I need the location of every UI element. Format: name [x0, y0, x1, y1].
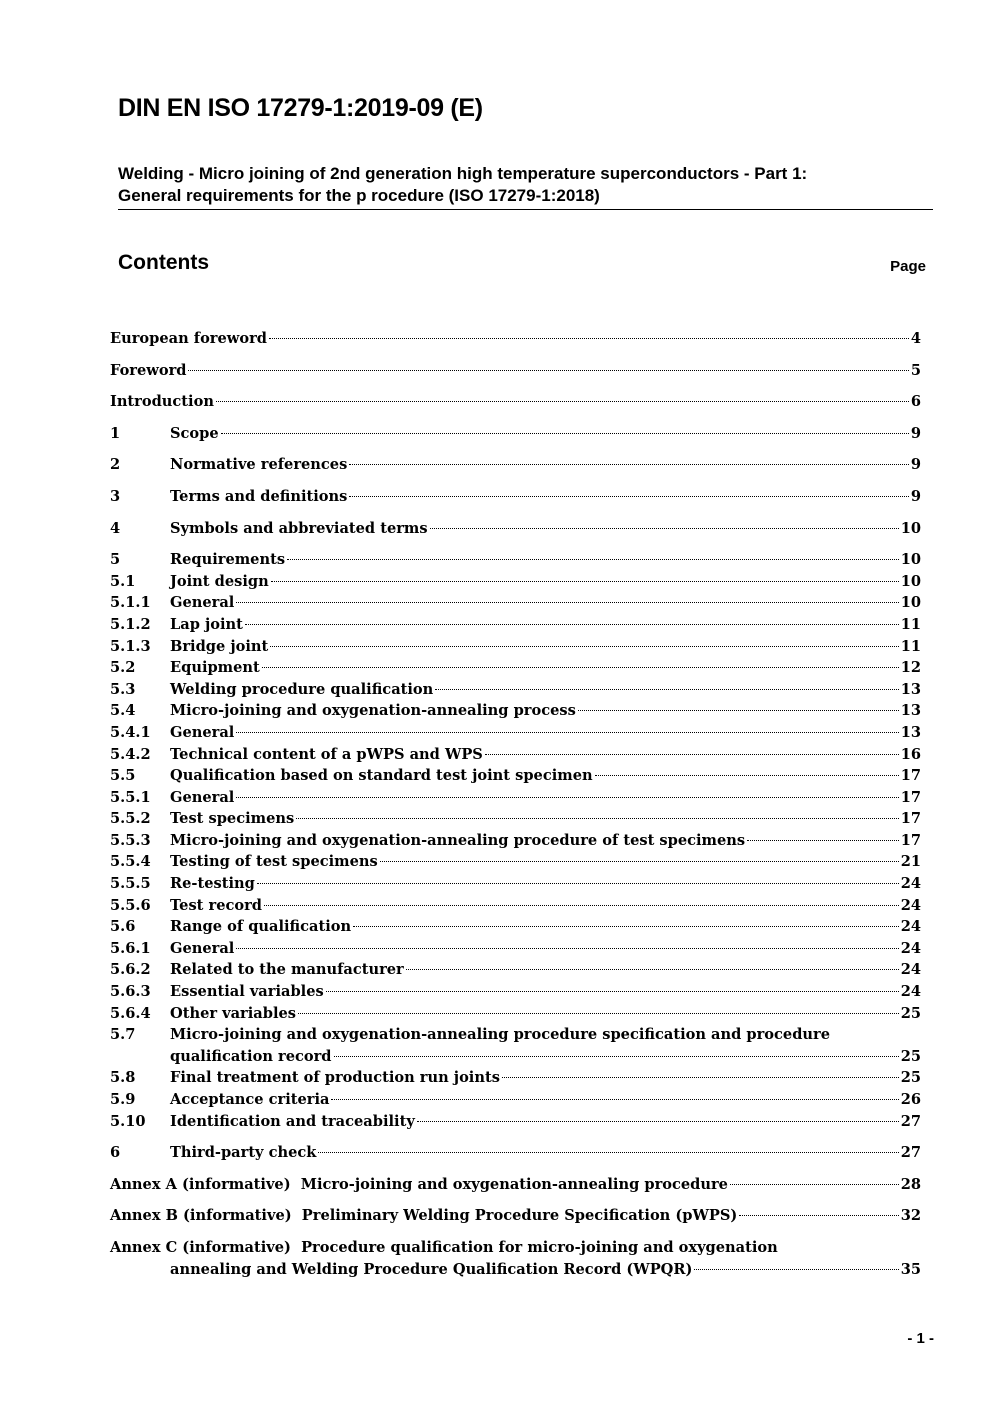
toc-entry[interactable] [110, 454, 921, 476]
toc-number: 5.3 [110, 680, 136, 698]
toc-title: Micro-joining and oxygenation-annealing procedure specification and procedure [170, 1026, 830, 1044]
dot-leader [349, 464, 909, 465]
toc-title: Essential variables [170, 983, 324, 1001]
toc-entry[interactable] [110, 592, 921, 614]
dot-leader [578, 710, 899, 711]
dot-leader [485, 754, 899, 755]
toc-title: Requirements [170, 551, 286, 569]
toc-page: 35 [900, 1260, 921, 1278]
toc-title: Annex A (informative) Micro-joining and oxygenation-annealing procedure [110, 1175, 728, 1193]
toc-number: 5.5.5 [110, 875, 151, 893]
dot-leader [380, 861, 899, 862]
dot-leader [245, 624, 899, 625]
dot-leader [221, 433, 909, 434]
toc-entry[interactable] [110, 851, 921, 873]
dot-leader [270, 646, 898, 647]
subtitle-line-1: Welding - Micro joining of 2nd generation high temperature superconductors - Part 1: [118, 164, 808, 183]
toc-entry[interactable] [110, 895, 921, 917]
toc-page: 17 [900, 831, 921, 849]
toc-title: Annex C (informative) Procedure qualification for micro-joining and oxygenation [110, 1238, 778, 1256]
toc-entry[interactable] [110, 722, 921, 744]
page-column-label: Page [890, 258, 926, 275]
toc-number: 5.6.4 [110, 1004, 151, 1022]
dot-leader [331, 1099, 898, 1100]
toc-number: 5.1.3 [110, 637, 151, 655]
toc-page: 26 [900, 1091, 921, 1108]
contents-heading: Contents [118, 251, 209, 274]
dot-leader [353, 926, 899, 927]
toc-title: Acceptance criteria [170, 1091, 330, 1108]
toc-entry[interactable] [110, 1067, 921, 1089]
toc-title: Symbols and abbreviated terms [170, 519, 428, 537]
toc-page: 24 [900, 983, 921, 1001]
toc-title: Third-party check [170, 1144, 317, 1162]
toc-entry[interactable] [110, 1111, 921, 1133]
toc-page: 5 [910, 361, 921, 379]
toc-page: 16 [900, 745, 921, 763]
toc-entry[interactable] [110, 700, 921, 722]
toc-title: Identification and traceability [170, 1112, 415, 1130]
toc-page: 13 [900, 680, 921, 698]
toc-number: 5.8 [110, 1069, 136, 1087]
toc-page: 9 [910, 456, 921, 474]
dot-leader [271, 581, 899, 582]
toc-entry[interactable] [110, 328, 921, 350]
toc-entry[interactable] [110, 1142, 921, 1164]
dot-leader [236, 602, 898, 603]
toc-number: 5 [110, 551, 121, 569]
toc-title: Re-testing [170, 875, 255, 893]
toc-title-continued: qualification record [170, 1047, 332, 1065]
toc-title: Annex B (informative) Preliminary Welding Procedure Specification (pWPS) [110, 1207, 738, 1225]
toc-page: 6 [910, 393, 921, 411]
toc-page: 27 [900, 1112, 921, 1130]
toc-page: 10 [900, 594, 921, 612]
toc-title: Test record [170, 896, 262, 914]
toc-page: 10 [900, 551, 921, 569]
toc-entry[interactable] [110, 518, 921, 540]
toc-number: 5.6.3 [110, 983, 151, 1001]
toc-number: 5.6 [110, 918, 136, 936]
toc-title: Normative references [170, 456, 348, 474]
dot-leader [747, 840, 899, 841]
toc-entry[interactable] [110, 830, 921, 852]
dot-leader [298, 1013, 899, 1014]
dot-leader [262, 667, 899, 668]
toc-title: Lap joint [170, 615, 243, 633]
dot-leader [236, 732, 898, 733]
dot-leader [269, 338, 909, 339]
toc-entry[interactable] [110, 1089, 921, 1111]
toc-title: Welding procedure qualification [170, 680, 434, 698]
toc-page: 21 [900, 853, 921, 871]
toc-number: 5.1.1 [110, 594, 151, 612]
toc-number: 5.1.2 [110, 615, 151, 633]
toc-entry[interactable] [110, 808, 921, 830]
document-title: DIN EN ISO 17279-1:2019-09 (E) [118, 94, 483, 122]
toc-page: 25 [900, 1047, 921, 1065]
toc-title: General [170, 723, 235, 741]
toc-title: Joint design [170, 572, 269, 590]
toc-entry[interactable] [110, 636, 921, 658]
toc-title: Other variables [170, 1004, 296, 1022]
toc-title: Range of qualification [170, 918, 352, 936]
toc-title: General [170, 939, 235, 957]
toc-entry[interactable] [110, 614, 921, 636]
dot-leader [264, 905, 899, 906]
toc-number: 5.5.2 [110, 810, 151, 828]
toc-page: 24 [900, 918, 921, 936]
toc-title: General [170, 788, 235, 806]
toc-page: 13 [900, 702, 921, 720]
table-of-contents [110, 328, 921, 1280]
toc-number: 5.6.1 [110, 939, 151, 957]
toc-number: 5.4 [110, 702, 136, 720]
toc-page: 24 [900, 939, 921, 957]
toc-number: 4 [110, 519, 121, 537]
toc-title: General [170, 594, 235, 612]
toc-entry[interactable] [110, 1205, 921, 1227]
toc-number: 1 [110, 424, 121, 442]
toc-page: 9 [910, 487, 921, 505]
dot-leader [236, 797, 898, 798]
toc-title: Qualification based on standard test joint specimen [170, 767, 593, 785]
dot-leader [236, 948, 898, 949]
toc-page: 4 [910, 330, 921, 347]
toc-entry[interactable] [110, 744, 921, 766]
subtitle-line-2: General requirements for the p rocedure (ISO 17279-1:2018) [118, 186, 600, 205]
toc-entry[interactable] [110, 549, 921, 571]
toc-entry[interactable] [110, 1174, 921, 1196]
toc-page: 12 [900, 659, 921, 677]
toc-number: 5.7 [110, 1026, 136, 1044]
toc-page: 10 [900, 519, 921, 537]
dot-leader [435, 689, 898, 690]
dot-leader [694, 1269, 898, 1270]
dot-leader [216, 401, 909, 402]
toc-page: 24 [900, 896, 921, 914]
toc-page: 27 [900, 1144, 921, 1162]
toc-page: 9 [910, 424, 921, 442]
toc-number: 5.10 [110, 1112, 146, 1130]
toc-entry[interactable] [110, 1237, 921, 1280]
toc-entry[interactable] [110, 679, 921, 701]
toc-entry[interactable] [110, 1003, 921, 1025]
toc-title: Scope [170, 424, 219, 442]
toc-number: 5.9 [110, 1091, 136, 1108]
toc-entry[interactable] [110, 916, 921, 938]
toc-number: 2 [110, 456, 121, 474]
dot-leader [318, 1152, 898, 1153]
toc-entry[interactable] [110, 959, 921, 981]
toc-entry[interactable] [110, 391, 921, 413]
toc-title: Equipment [170, 659, 260, 677]
toc-title: Testing of test specimens [170, 853, 378, 871]
toc-page: 17 [900, 788, 921, 806]
toc-number: 5.4.1 [110, 723, 151, 741]
toc-number: 5.5.4 [110, 853, 151, 871]
toc-page: 17 [900, 810, 921, 828]
toc-number: 3 [110, 487, 121, 505]
toc-entry[interactable] [110, 486, 921, 508]
page-number: - 1 - [907, 1330, 934, 1347]
toc-entry[interactable] [110, 657, 921, 679]
toc-title: Micro-joining and oxygenation-annealing process [170, 702, 576, 720]
toc-title: Test specimens [170, 810, 295, 828]
toc-page: 25 [900, 1069, 921, 1087]
toc-title: Bridge joint [170, 637, 269, 655]
toc-number: 5.1 [110, 572, 136, 590]
dot-leader [257, 883, 899, 884]
dot-leader [730, 1184, 899, 1185]
toc-title: Final treatment of production run joints [170, 1069, 500, 1087]
toc-title: European foreword [110, 330, 267, 347]
toc-page: 32 [900, 1207, 921, 1225]
toc-page: 24 [900, 875, 921, 893]
dot-leader [739, 1215, 898, 1216]
toc-number: 5.5.1 [110, 788, 151, 806]
toc-page: 11 [900, 637, 921, 655]
toc-number: 5.5.3 [110, 831, 151, 849]
toc-number: 6 [110, 1144, 121, 1162]
toc-title: Technical content of a pWPS and WPS [170, 745, 483, 763]
toc-entry[interactable] [110, 360, 921, 382]
dot-leader [296, 818, 898, 819]
toc-number: 5.5.6 [110, 896, 151, 914]
toc-number: 5.4.2 [110, 745, 151, 763]
toc-entry[interactable] [110, 1024, 921, 1067]
toc-entry[interactable] [110, 571, 921, 593]
toc-page: 13 [900, 723, 921, 741]
dot-leader [430, 528, 899, 529]
toc-entry[interactable] [110, 873, 921, 895]
toc-title: Foreword [110, 361, 187, 379]
toc-title: Terms and definitions [170, 487, 348, 505]
toc-number: 5.5 [110, 767, 136, 785]
toc-title: Micro-joining and oxygenation-annealing procedure of test specimens [170, 831, 746, 849]
dot-leader [188, 370, 908, 371]
toc-page: 28 [900, 1175, 921, 1193]
toc-title: Introduction [110, 393, 214, 411]
toc-entry[interactable] [110, 981, 921, 1003]
dot-leader [349, 496, 908, 497]
dot-leader [326, 991, 899, 992]
toc-entry[interactable] [110, 423, 921, 445]
dot-leader [417, 1121, 899, 1122]
toc-entry[interactable] [110, 787, 921, 809]
toc-page: 11 [900, 615, 921, 633]
document-subtitle [118, 163, 933, 210]
dot-leader [334, 1056, 899, 1057]
dot-leader [502, 1077, 899, 1078]
dot-leader [406, 969, 899, 970]
dot-leader [287, 559, 899, 560]
toc-title: Related to the manufacturer [170, 961, 404, 979]
toc-page: 10 [900, 572, 921, 590]
toc-entry[interactable] [110, 765, 921, 787]
toc-number: 5.2 [110, 659, 136, 677]
toc-title-continued: annealing and Welding Procedure Qualification Record (WPQR) [170, 1260, 693, 1278]
toc-page: 25 [900, 1004, 921, 1022]
toc-entry[interactable] [110, 938, 921, 960]
toc-page: 17 [900, 767, 921, 785]
dot-leader [595, 775, 899, 776]
toc-page: 24 [900, 961, 921, 979]
toc-number: 5.6.2 [110, 961, 151, 979]
